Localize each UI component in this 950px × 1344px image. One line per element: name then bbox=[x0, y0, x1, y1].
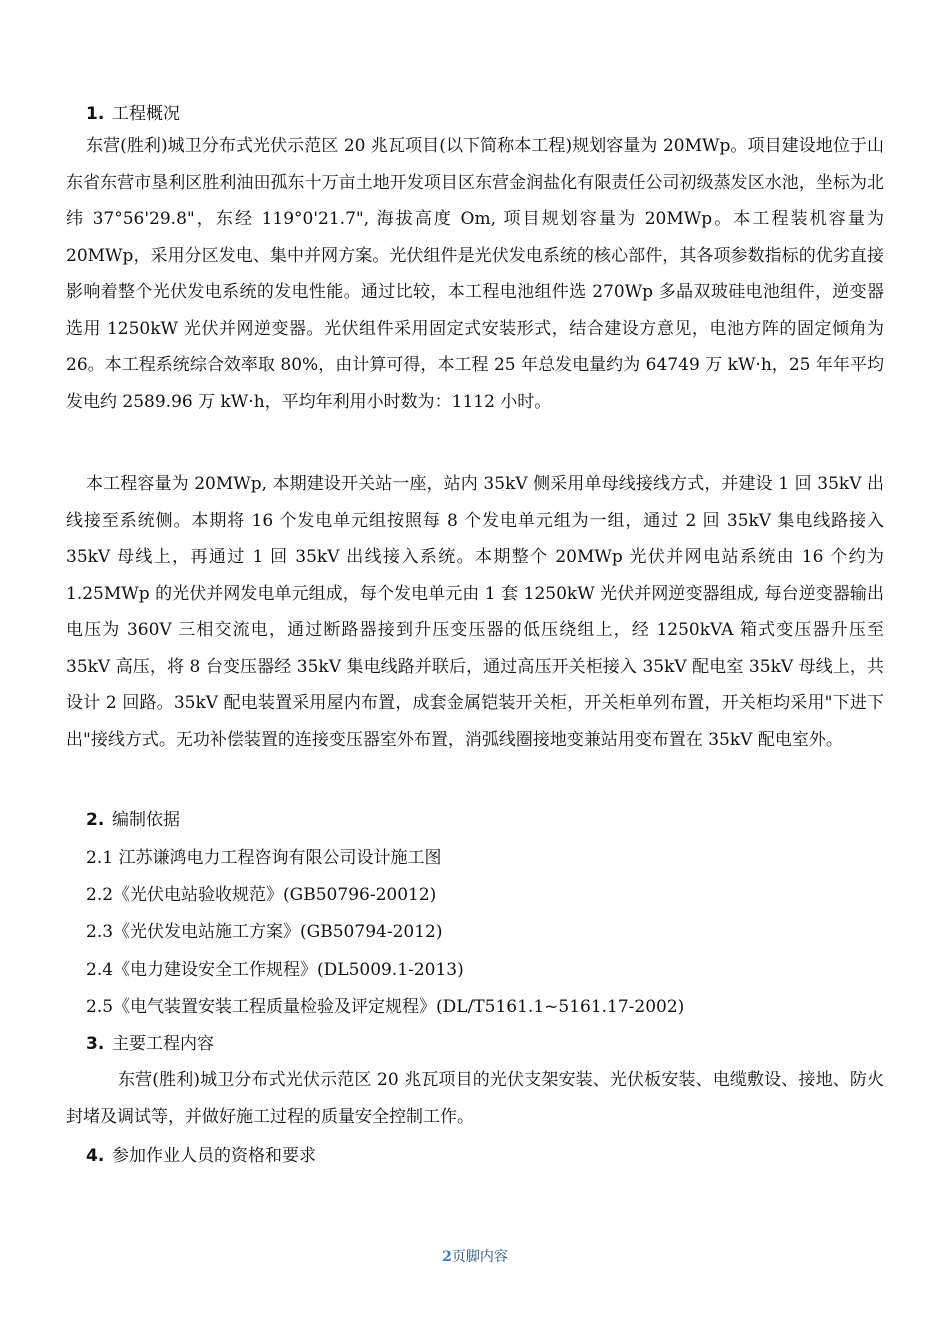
reference-item: 2.2《光伏电站验收规范》(GB50796-20012) bbox=[86, 885, 437, 905]
page-footer bbox=[0, 1246, 950, 1266]
paragraph-electrical-system: 本工程容量为 20MWp, 本期建设开关站一座，站内 35kV 侧采用单母线接线方式，并建设 1 回 35kV 出线接至系统侧。本期将 16 个发电单元组按照每 8 个发电单元组为一组，通过 2 回 35kV 集电线路接入 35kV 母线上，再通过 1 回 35kV 出线接入系统。本期整个 20MWp 光伏并网电站系统由 16 个约为 1.25MWp 的光伏并网发电单元组成，每个发电单元由 1 套 1250kW 光伏并网逆变器组成, 每台逆变器输出电压为 360V 三相交流电，通过断路器接到升压变压器的低压绕组上，经 1250kVA 箱式变压器升压至 35kV 高压，将 8 台变压器经 35kV 集电线路并联后，通过高压开关柜接入 35kV 配电室 35kV 母线上，共设计 2 回路。35kV 配电装置采用屋内布置，成套金属铠装开关柜，开关柜单列布置，开关柜均采用"下进下出"接线方式。无功补偿装置的连接变压器室外布置，消弧线圈接地变兼站用变布置在 35kV 配电室外。 bbox=[66, 474, 884, 750]
section-heading-1 bbox=[86, 102, 180, 126]
section-title: 主要工程内容 bbox=[112, 1034, 214, 1054]
section-number: 1. bbox=[86, 104, 105, 124]
section-heading-3 bbox=[86, 1032, 214, 1056]
section-title: 参加作业人员的资格和要求 bbox=[112, 1146, 316, 1166]
section-number: 3. bbox=[86, 1034, 105, 1054]
section-heading-4 bbox=[86, 1144, 316, 1168]
section-number: 4. bbox=[86, 1146, 105, 1166]
section-title: 工程概况 bbox=[112, 104, 180, 124]
reference-item: 2.4《电力建设安全工作规程》(DL5009.1-2013) bbox=[86, 960, 464, 980]
page-number: 2 bbox=[442, 1249, 452, 1265]
section-heading-2 bbox=[86, 808, 180, 832]
reference-item: 2.3《光伏发电站施工方案》(GB50794-2012) bbox=[86, 922, 443, 942]
footer-text: 页脚内容 bbox=[451, 1249, 508, 1265]
reference-item: 2.1 江苏谦鸿电力工程咨询有限公司设计施工图 bbox=[86, 848, 442, 868]
section-title: 编制依据 bbox=[112, 810, 180, 830]
section-number: 2. bbox=[86, 810, 105, 830]
paragraph-main-work: 东营(胜利)城卫分布式光伏示范区 20 兆瓦项目的光伏支架安装、光伏板安装、电缆敷设、接地、防火封堵及调试等，并做好施工过程的质量安全控制工作。 bbox=[66, 1070, 884, 1127]
paragraph-project-overview: 东营(胜利)城卫分布式光伏示范区 20 兆瓦项目(以下简称本工程)规划容量为 20MWp。项目建设地位于山东省东营市垦利区胜利油田孤东十万亩土地开发项目区东营金润盐化有限责任公司初级蒸发区水池，坐标为北纬 37°56'29.8"，东经 119°0'21.7", 海拔高度 Om, 项目规划容量为 20MWp。本工程装机容量为 20MWp，采用分区发电、集中并网方案。光伏组件是光伏发电系统的核心部件，其各项参数指标的优劣直接影响着整个光伏发电系统的发电性能。通过比较，本工程电池组件选 270Wp 多晶双玻硅电池组件，逆变器选用 1250kW 光伏并网逆变器。光伏组件采用固定式安装形式，结合建设方意见，电池方阵的固定倾角为 26。本工程系统综合效率取 80%，由计算可得，本工程 25 年总发电量约为 64749 万 kW·h，25 年年平均发电约 2589.96 万 kW·h，平均年利用小时数为：1112 小时。 bbox=[66, 136, 884, 412]
reference-item: 2.5《电气装置安装工程质量检验及评定规程》(DL/T5161.1~5161.17-2002) bbox=[86, 997, 685, 1017]
